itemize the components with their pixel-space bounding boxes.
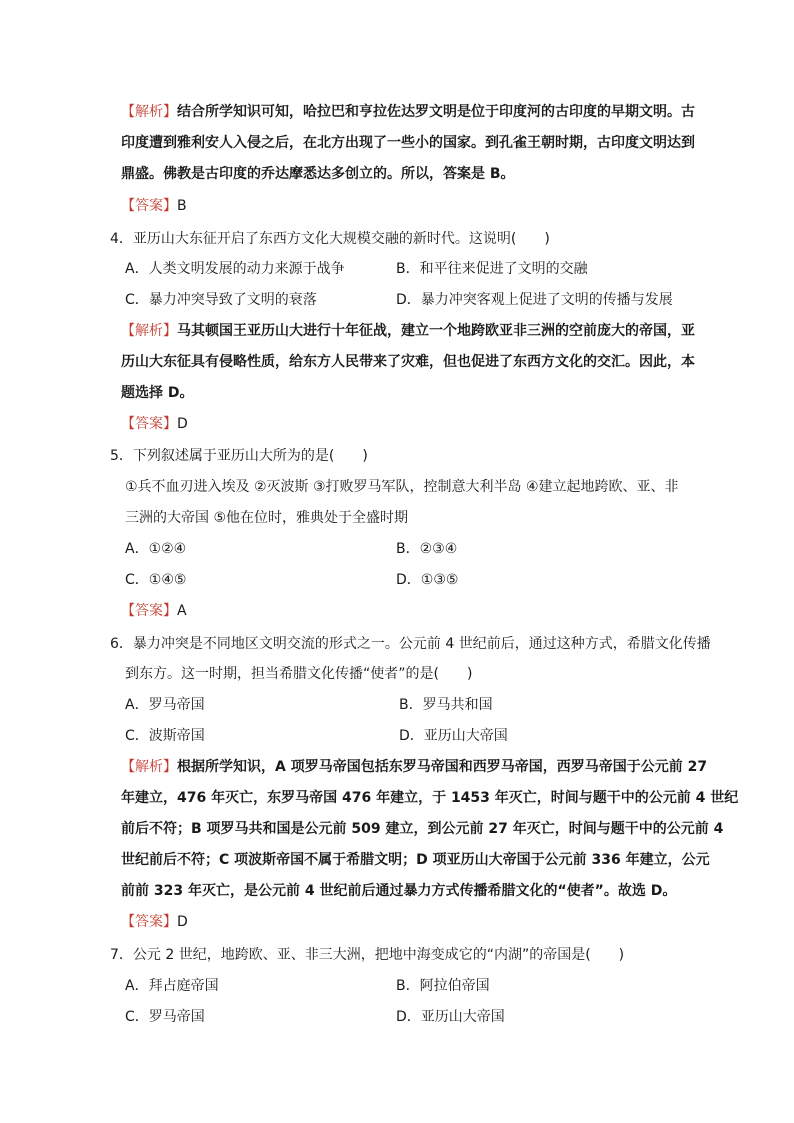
question-6-option-d: D．亚历山大帝国 [399,728,508,744]
question-4-option-b: B．和平往来促进了文明的交融 [396,261,588,277]
question-7-option-d: D．亚历山大帝国 [396,1009,505,1025]
analysis-tag: 【解析】 [121,759,177,775]
analysis-text: 马其顿国王亚历山大进行十年征战，建立一个地跨欧亚非三洲的空前庞大的帝国，亚 [177,323,695,339]
question-5-option-b: B．②③④ [396,541,458,557]
question-4-option-d: D．暴力冲突客观上促进了文明的传播与发展 [396,292,673,308]
question-7-stem: 7．公元 2 世纪，地跨欧、亚、非三大洲，把地中海变成它的“内湖”的帝国是( ) [110,947,625,963]
answer-value: D [177,914,188,930]
question-6-stem-line-1: 6．暴力冲突是不同地区文明交流的形式之一。公元前 4 世纪前后，通过这种方式，希腊文化传播 [110,636,711,652]
question-7-option-a: A．拜占庭帝国 [125,978,219,994]
answer-value: A [177,603,187,619]
answer-tag: 【答案】 [121,416,177,432]
analysis-tag: 【解析】 [121,323,177,339]
answer-q3 [121,196,187,216]
analysis-q6-line-3: 前后不符；B 项罗马共和国是公元前 509 建立，到公元前 27 年灭亡，时间与题干中的公元前 4 [121,821,724,837]
question-5-statements-line-2: 三洲的大帝国 ⑤他在位时，雅典处于全盛时期 [125,510,408,526]
question-7-option-b: B．阿拉伯帝国 [396,978,490,994]
question-6-stem-line-2: 到东方。这一时期，担当希腊文化传播“使者”的是( ) [125,666,473,682]
question-5-option-a: A．①②④ [125,541,187,557]
answer-value: B [177,198,187,214]
analysis-text: 根据所学知识，A 项罗马帝国包括东罗马帝国和西罗马帝国，西罗马帝国于公元前 27 [177,759,708,775]
question-4-stem: 4．亚历山大东征开启了东西方文化大规模交融的新时代。这说明( ) [110,231,550,247]
question-4-option-a: A．人类文明发展的动力来源于战争 [125,261,345,277]
answer-tag: 【答案】 [121,603,177,619]
answer-q4 [121,414,188,434]
question-4-option-c: C．暴力冲突导致了文明的衰落 [125,292,317,308]
analysis-q6-line-5: 前前 323 年灭亡，是公元前 4 世纪前后通过暴力方式传播希腊文化的“使者”。故选 D。 [121,883,677,899]
analysis-q3-line-3: 鼎盛。佛教是古印度的乔达摩悉达多创立的。所以，答案是 B。 [121,166,515,182]
analysis-q4-line-3: 题选择 D。 [121,385,194,401]
analysis-q4-line-2: 历山大东征具有侵略性质，给东方人民带来了灾难，但也促进了东西方文化的交汇。因此，本 [121,354,695,370]
question-7-option-c: C．罗马帝国 [125,1009,205,1025]
question-5-statements-line-1: ①兵不血刃进入埃及 ②灭波斯 ③打败罗马军队，控制意大利半岛 ④建立起地跨欧、亚、非 [125,479,679,495]
analysis-q6-line-1 [121,757,707,777]
answer-q6 [121,912,188,932]
question-5-option-c: C．①④⑤ [125,572,187,588]
question-6-option-c: C．波斯帝国 [125,728,205,744]
analysis-q6-line-4: 世纪前后不符；C 项波斯帝国不属于希腊文明；D 项亚历山大帝国于公元前 336 年建立，公元 [121,852,710,868]
question-6-option-b: B．罗马共和国 [399,697,493,713]
analysis-q3-line-2: 印度遭到雅利安人入侵之后，在北方出现了一些小的国家。到孔雀王朝时期，古印度文明达到 [121,135,695,151]
answer-q5 [121,601,187,621]
answer-tag: 【答案】 [121,198,177,214]
analysis-q3-line-1 [121,102,695,122]
analysis-q6-line-2: 年建立，476 年灭亡，东罗马帝国 476 年建立，于 1453 年灭亡，时间与题干中的公元前 4 世纪 [121,790,739,806]
question-6-option-a: A．罗马帝国 [125,697,205,713]
answer-value: D [177,416,188,432]
answer-tag: 【答案】 [121,914,177,930]
analysis-tag: 【解析】 [121,104,177,120]
analysis-q4-line-1 [121,321,695,341]
question-5-option-d: D．①③⑤ [396,572,459,588]
analysis-text: 结合所学知识可知，哈拉巴和亨拉佐达罗文明是位于印度河的古印度的早期文明。古 [177,104,695,120]
question-5-stem: 5．下列叙述属于亚历山大所为的是( ) [110,448,368,464]
